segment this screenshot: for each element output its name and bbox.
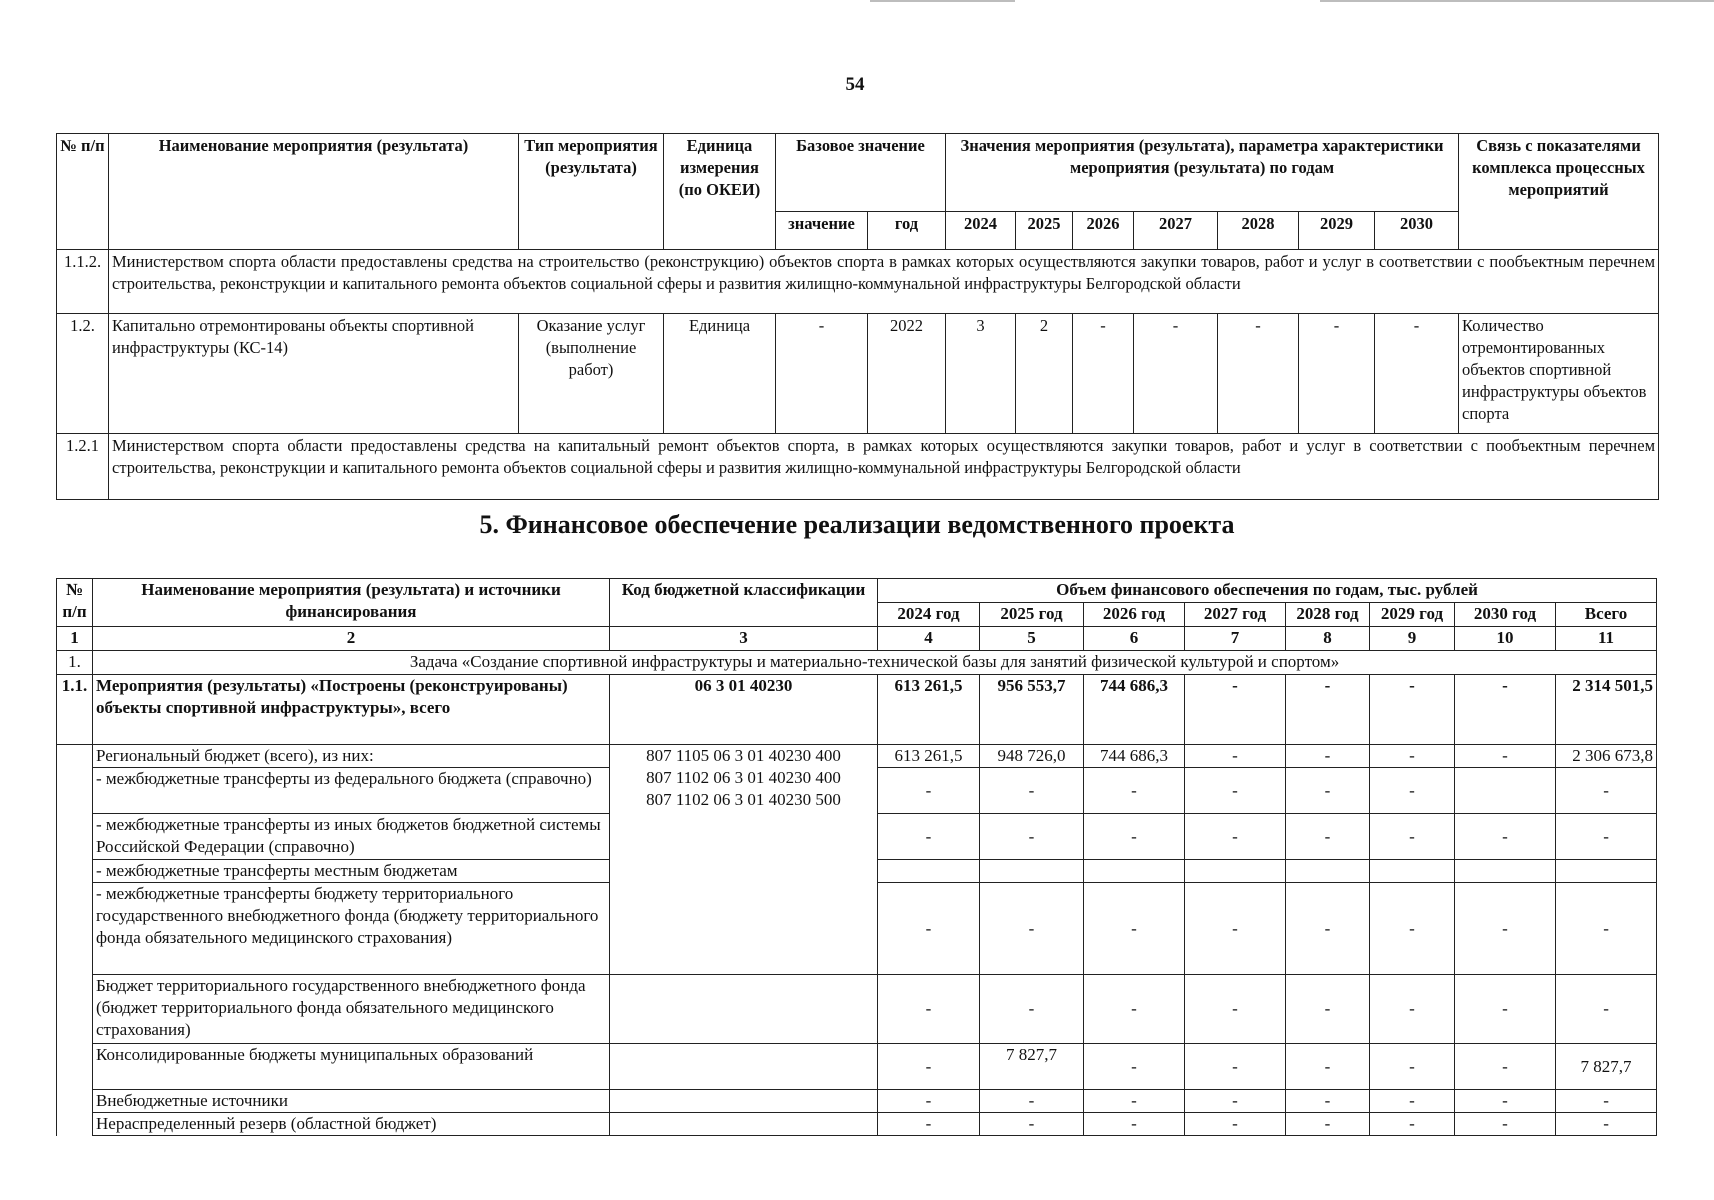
t1-header-year: 2030 [1375, 212, 1459, 250]
t2-header-code: Код бюджетной классификации [610, 579, 878, 627]
amount-cell: - [1185, 675, 1286, 745]
amount-cell: - [1185, 814, 1286, 860]
t2-header-year: 2025 год [980, 603, 1084, 627]
year-value: - [1218, 314, 1299, 434]
amount-cell: 7 827,7 [980, 1044, 1084, 1090]
amount-cell: - [878, 975, 980, 1044]
amount-cell: - [1455, 1113, 1556, 1136]
column-number: 6 [1084, 627, 1185, 651]
amount-cell: - [1370, 745, 1455, 768]
amount-cell: - [878, 883, 980, 975]
amount-cell: - [1286, 975, 1370, 1044]
row-number: 1.1. [57, 675, 93, 745]
t1-header-base-year: год [868, 212, 946, 250]
column-number: 4 [878, 627, 980, 651]
column-number: 5 [980, 627, 1084, 651]
amount-cell: - [878, 1113, 980, 1136]
activity-unit: Единица [664, 314, 776, 434]
amount-cell: - [1286, 814, 1370, 860]
amount-cell: - [1084, 975, 1185, 1044]
t2-header-year: 2029 год [1370, 603, 1455, 627]
amount-cell: - [1286, 1044, 1370, 1090]
t2-header-num: № п/п [57, 579, 93, 627]
amount-cell: - [1455, 1090, 1556, 1113]
section-title: 5. Финансовое обеспечение реализации ведомственного проекта [479, 510, 1235, 539]
amount-cell: - [980, 1113, 1084, 1136]
t2-header-total: Всего [1556, 603, 1657, 627]
t1-header-year: 2025 [1016, 212, 1073, 250]
amount-cell: - [1370, 814, 1455, 860]
amount-cell: - [1370, 768, 1455, 814]
amount-cell [1455, 860, 1556, 883]
amount-cell [1084, 860, 1185, 883]
column-number: 11 [1556, 627, 1657, 651]
amount-cell: - [1370, 1044, 1455, 1090]
amount-cell: - [1185, 883, 1286, 975]
empty-code-cell [610, 1044, 878, 1090]
amount-cell: - [1370, 1113, 1455, 1136]
amount-cell: 613 261,5 [878, 745, 980, 768]
amount-cell: - [1084, 1090, 1185, 1113]
amount-cell: - [878, 1044, 980, 1090]
amount-cell: 613 261,5 [878, 675, 980, 745]
amount-cell: - [1455, 883, 1556, 975]
base-value: - [776, 314, 868, 434]
column-number: 8 [1286, 627, 1370, 651]
amount-cell: - [1185, 745, 1286, 768]
row-number: 1.1.2. [57, 250, 109, 314]
column-number: 7 [1185, 627, 1286, 651]
amount-cell [980, 860, 1084, 883]
source-name: Бюджет территориального государственного внебюджетного фонда (бюджет территориального фонда обязательного медицинского страхования) [93, 975, 610, 1044]
budget-codes [610, 745, 878, 975]
amount-cell: - [1084, 768, 1185, 814]
empty-code-cell [610, 1113, 878, 1136]
task-title: Задача «Создание спортивной инфраструктуры и материально-технической базы для занятий физической культурой и спортом» [93, 651, 1657, 675]
source-name: Внебюджетные источники [93, 1090, 610, 1113]
scan-line [870, 0, 1015, 2]
amount-cell: - [1455, 675, 1556, 745]
year-value: 2 [1016, 314, 1073, 434]
amount-cell [1455, 768, 1556, 814]
t1-header-name: Наименование мероприятия (результата) [109, 134, 519, 250]
amount-total [1556, 860, 1657, 883]
empty-code-cell [610, 1090, 878, 1113]
source-name: - межбюджетные трансферты из иных бюджетов бюджетной системы Российской Федерации (справочно) [93, 814, 610, 860]
source-name: Нераспределенный резерв (областной бюджет) [93, 1113, 610, 1136]
amount-cell: - [1455, 745, 1556, 768]
empty-cell [57, 745, 93, 1136]
amount-cell: 744 686,3 [1084, 745, 1185, 768]
amount-cell: - [1185, 1113, 1286, 1136]
amount-cell: - [1084, 814, 1185, 860]
t1-header-type: Тип мероприятия (результата) [519, 134, 664, 250]
column-number: 9 [1370, 627, 1455, 651]
amount-cell: 948 726,0 [980, 745, 1084, 768]
column-number: 10 [1455, 627, 1556, 651]
amount-cell: - [980, 814, 1084, 860]
amount-cell: - [1084, 1113, 1185, 1136]
t1-header-base: Базовое значение [776, 134, 946, 212]
empty-code-cell [610, 975, 878, 1044]
t1-header-year: 2024 [946, 212, 1016, 250]
t1-header-year: 2029 [1299, 212, 1375, 250]
amount-cell: - [1185, 975, 1286, 1044]
amount-cell: - [980, 1090, 1084, 1113]
amount-cell: - [1370, 675, 1455, 745]
year-value: - [1073, 314, 1134, 434]
amount-cell: - [1370, 883, 1455, 975]
page-number: 54 [845, 74, 865, 95]
activities-table [56, 133, 1659, 500]
amount-cell [1185, 860, 1286, 883]
amount-cell: - [1455, 1044, 1556, 1090]
t1-header-unit: Единица измерения (по ОКЕИ) [664, 134, 776, 250]
source-name: Региональный бюджет (всего), из них: [93, 745, 610, 768]
amount-cell: 956 553,7 [980, 675, 1084, 745]
amount-cell: - [878, 814, 980, 860]
task-number: 1. [57, 651, 93, 675]
t2-header-year: 2026 год [1084, 603, 1185, 627]
year-value: 3 [946, 314, 1016, 434]
column-number: 1 [57, 627, 93, 651]
activity-type: Оказание услуг (выполнение работ) [519, 314, 664, 434]
t1-header-link: Связь с показателями комплекса процессных мероприятий [1459, 134, 1659, 250]
activity-name: Капитально отремонтированы объекты спортивной инфраструктуры (КС-14) [109, 314, 519, 434]
amount-cell: - [1286, 1090, 1370, 1113]
main-activity-code: 06 3 01 40230 [610, 675, 878, 745]
t1-header-base-value: значение [776, 212, 868, 250]
amount-cell: - [1084, 883, 1185, 975]
amount-cell [1286, 860, 1370, 883]
amount-cell: - [1286, 745, 1370, 768]
t1-header-year: 2026 [1073, 212, 1134, 250]
amount-cell: - [1286, 1113, 1370, 1136]
row-number: 1.2. [57, 314, 109, 434]
amount-cell: - [878, 1090, 980, 1113]
row-description: Министерством спорта области предоставлены средства на капитальный ремонт объектов спорта, в рамках которых осуществляются закупки товаров, работ и услуг в соответствии с пообъектным перечнем строительства, реконструкции и капитального ремонта объектов социальной сферы и развития жилищно-коммунальной инфраструктуры Белгородской области [109, 434, 1659, 500]
amount-cell: - [1084, 1044, 1185, 1090]
t1-header-year: 2027 [1134, 212, 1218, 250]
amount-cell: - [1185, 1044, 1286, 1090]
amount-total: - [1556, 768, 1657, 814]
budget-code: 807 1102 06 3 01 40230 500 [646, 790, 841, 809]
source-name: - межбюджетные трансферты из федерального бюджета (справочно) [93, 768, 610, 814]
amount-total: 2 314 501,5 [1556, 675, 1657, 745]
amount-cell: - [1370, 975, 1455, 1044]
t2-header-name: Наименование мероприятия (результата) и источники финансирования [93, 579, 610, 627]
amount-cell: - [1370, 1090, 1455, 1113]
year-value: - [1375, 314, 1459, 434]
t1-header-year: 2028 [1218, 212, 1299, 250]
t2-header-year: 2027 год [1185, 603, 1286, 627]
amount-cell: - [878, 768, 980, 814]
t2-header-year: 2030 год [1455, 603, 1556, 627]
t2-header-year: 2024 год [878, 603, 980, 627]
financing-table [56, 578, 1657, 1136]
amount-cell: - [980, 975, 1084, 1044]
source-name: - межбюджетные трансферты местным бюджетам [93, 860, 610, 883]
column-number: 2 [93, 627, 610, 651]
amount-cell [878, 860, 980, 883]
amount-cell: 744 686,3 [1084, 675, 1185, 745]
column-number: 3 [610, 627, 878, 651]
amount-cell [1370, 860, 1455, 883]
t1-header-num: № п/п [57, 134, 109, 250]
amount-total: - [1556, 883, 1657, 975]
t2-header-volume: Объем финансового обеспечения по годам, тыс. рублей [878, 579, 1657, 603]
source-name: Консолидированные бюджеты муниципальных образований [93, 1044, 610, 1090]
amount-cell: - [1185, 1090, 1286, 1113]
main-activity-name: Мероприятия (результаты) «Построены (реконструированы) объекты спортивной инфраструктуры», всего [93, 675, 610, 745]
amount-cell: - [980, 883, 1084, 975]
row-description: Министерством спорта области предоставлены средства на строительство (реконструкцию) объектов спорта в рамках которых осуществляются закупки товаров, работ и услуг в соответствии с пообъектным перечнем строительства, реконструкции и капитального ремонта объектов социальной сферы и развития жилищно-коммунальной инфраструктуры Белгородской области [109, 250, 1659, 314]
amount-total: - [1556, 975, 1657, 1044]
year-value: - [1299, 314, 1375, 434]
scan-line [1320, 0, 1714, 2]
amount-cell: - [1185, 768, 1286, 814]
amount-cell: - [1286, 675, 1370, 745]
budget-code: 807 1102 06 3 01 40230 400 [646, 768, 841, 787]
amount-total: 7 827,7 [1556, 1044, 1657, 1090]
amount-cell: - [1455, 975, 1556, 1044]
amount-total: 2 306 673,8 [1556, 745, 1657, 768]
amount-cell: - [1286, 883, 1370, 975]
t1-header-values: Значения мероприятия (результата), параметра характеристики мероприятия (результата) по годам [946, 134, 1459, 212]
amount-total: - [1556, 1090, 1657, 1113]
source-name: - межбюджетные трансферты бюджету территориального государственного внебюджетного фонда (бюджету территориального фонда обязательного медицинского страхования) [93, 883, 610, 975]
amount-cell: - [1286, 768, 1370, 814]
t2-header-year: 2028 год [1286, 603, 1370, 627]
budget-code: 807 1105 06 3 01 40230 400 [646, 746, 841, 765]
row-number: 1.2.1 [57, 434, 109, 500]
amount-total: - [1556, 814, 1657, 860]
amount-total: - [1556, 1113, 1657, 1136]
amount-cell: - [1455, 814, 1556, 860]
indicator-link: Количество отремонтированных объектов спортивной инфраструктуры объектов спорта [1459, 314, 1659, 434]
base-year: 2022 [868, 314, 946, 434]
amount-cell: - [980, 768, 1084, 814]
year-value: - [1134, 314, 1218, 434]
